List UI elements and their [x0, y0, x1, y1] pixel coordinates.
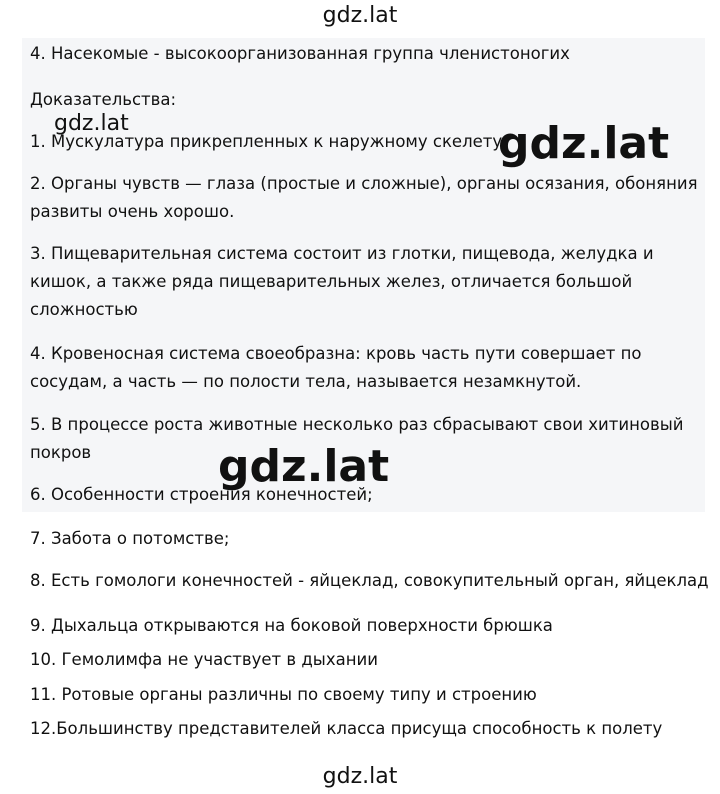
- document-heading: 4. Насекомые - высокоорганизованная группа членистоногих: [30, 44, 570, 63]
- list-item-12: 12.Большинству представителей класса присуща способность к полету: [30, 719, 663, 738]
- list-item-3: [30, 240, 700, 324]
- list-item-line: кишок, а также ряда пищеварительных желез, отличается большой: [30, 272, 633, 291]
- list-item-6: 6. Особенности строения конечностей;: [30, 485, 373, 504]
- list-item-10: 10. Гемолимфа не участвует в дыхании: [30, 650, 378, 669]
- document-subheading: Доказательства:: [30, 90, 177, 109]
- list-item-9: 9. Дыхальца открываются на боковой поверхности брюшка: [30, 616, 553, 635]
- watermark-large-right: gdz.lat: [498, 118, 670, 169]
- list-item-11: 11. Ротовые органы различны по своему типу и строению: [30, 685, 537, 704]
- watermark-bottom: gdz.lat: [322, 764, 398, 789]
- list-item-line: 3. Пищеварительная система состоит из глотки, пищевода, желудка и: [30, 244, 654, 263]
- list-item-line: сложностью: [30, 300, 138, 319]
- list-item-8: 8. Есть гомологи конечностей - яйцеклад, совокупительный орган, яйцеклад: [30, 571, 709, 590]
- list-item-line: 2. Органы чувств — глаза (простые и сложные), органы осязания, обоняния: [30, 174, 698, 193]
- list-item-line: 5. В процессе роста животные несколько раз сбрасывают свои хитиновый: [30, 415, 684, 434]
- watermark-large-center: gdz.lat: [218, 441, 390, 492]
- list-item-2: [30, 170, 700, 226]
- list-item-line: сосудам, а часть — по полости тела, называется незамкнутой.: [30, 372, 582, 391]
- watermark-top: gdz.lat: [322, 3, 398, 28]
- list-item-4: [30, 340, 700, 396]
- list-item-line: покров: [30, 443, 92, 462]
- watermark-small: gdz.lat: [54, 111, 129, 136]
- list-item-line: 4. Кровеносная система своеобразна: кровь часть пути совершает по: [30, 344, 642, 363]
- list-item-7: 7. Забота о потомстве;: [30, 529, 230, 548]
- list-item-line: развиты очень хорошо.: [30, 202, 235, 221]
- list-item-line: 1. Мускулатура прикрепленных к наружному скелету.: [30, 132, 508, 151]
